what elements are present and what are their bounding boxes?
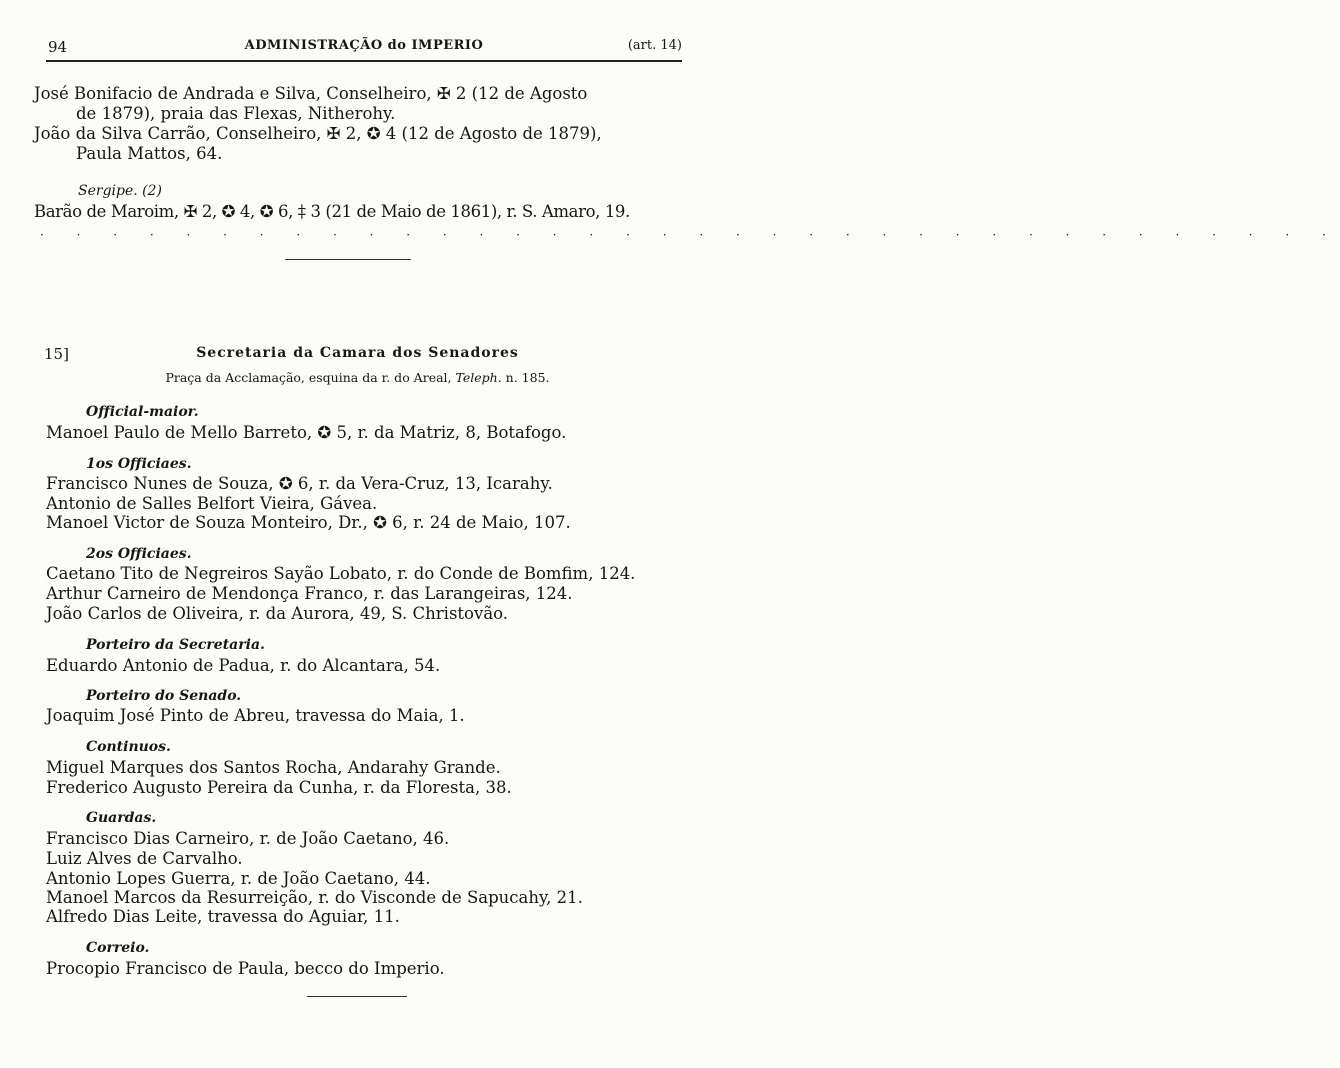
correio-heading: Correio.	[86, 940, 150, 956]
entry-jose-bonifacio: José Bonifacio de Andrada e Silva, Conselheiro, ✠ 2 (12 de Agosto	[34, 84, 588, 103]
continuos-heading: Continuos.	[86, 739, 171, 755]
sergipe-heading: Sergipe. (2)	[78, 183, 162, 199]
running-title: ADMINISTRAÇÃO do IMPERIO	[244, 38, 484, 53]
section-number: 15]	[44, 345, 69, 363]
entry-joao-carrao: João da Silva Carrão, Conselheiro, ✠ 2, ✪ 4 (12 de Agosto de 1879),	[34, 124, 602, 143]
list-item: Francisco Dias Carneiro, r. de João Caetano, 46.	[46, 829, 450, 848]
official-maior-heading: Official-maior.	[86, 404, 199, 420]
primeiros-officiaes-heading: 1os Officiaes.	[86, 456, 192, 472]
list-item: Miguel Marques dos Santos Rocha, Andarahy Grande.	[46, 758, 501, 777]
list-item: Procopio Francisco de Paula, becco do Imperio.	[46, 959, 445, 978]
address-text: Praça da Acclamação, esquina da r. do Areal,	[165, 370, 452, 385]
list-item: Manoel Victor de Souza Monteiro, Dr., ✪ 6, r. 24 de Maio, 107.	[46, 513, 571, 532]
telephone-number: n. 185.	[505, 370, 550, 385]
list-item: Manoel Paulo de Mello Barreto, ✪ 5, r. da Matriz, 8, Botafogo.	[46, 423, 567, 442]
list-item: Caetano Tito de Negreiros Sayão Lobato, r. do Conde de Bomfim, 124.	[46, 564, 636, 583]
entry-joao-carrao-cont: Paula Mattos, 64.	[76, 144, 223, 163]
dotted-leader: · · · · · · · · · · · · · · · · · · · · · · · · · · · · · · · · · · · ·	[40, 228, 1340, 242]
guardas-heading: Guardas.	[86, 810, 157, 826]
page-number: 94	[48, 38, 68, 56]
telephone-label: Teleph.	[455, 370, 502, 385]
end-divider	[307, 996, 407, 997]
section-divider	[285, 259, 411, 260]
porteiro-senado-heading: Porteiro do Senado.	[86, 688, 242, 704]
list-item: Antonio Lopes Guerra, r. de João Caetano, 44.	[46, 869, 431, 888]
list-item: Manoel Marcos da Resurreição, r. do Visconde de Sapucahy, 21.	[46, 888, 583, 907]
list-item: Luiz Alves de Carvalho.	[46, 849, 243, 868]
list-item: Frederico Augusto Pereira da Cunha, r. da Floresta, 38.	[46, 778, 512, 797]
list-item: Alfredo Dias Leite, travessa do Aguiar, 11.	[46, 907, 400, 926]
list-item: Joaquim José Pinto de Abreu, travessa do Maia, 1.	[46, 706, 465, 725]
list-item: Arthur Carneiro de Mendonça Franco, r. das Larangeiras, 124.	[46, 584, 573, 603]
porteiro-secretaria-heading: Porteiro da Secretaria.	[86, 637, 265, 653]
list-item: Antonio de Salles Belfort Vieira, Gávea.	[46, 494, 378, 513]
section-title: Secretaria da Camara dos Senadores	[196, 345, 519, 361]
list-item: João Carlos de Oliveira, r. da Aurora, 49, S. Christovão.	[46, 604, 509, 623]
entry-jose-bonifacio-cont: de 1879), praia das Flexas, Nitherohy.	[76, 104, 396, 123]
list-item: Francisco Nunes de Souza, ✪ 6, r. da Vera-Cruz, 13, Icarahy.	[46, 474, 553, 493]
list-item: Eduardo Antonio de Padua, r. do Alcantara, 54.	[46, 656, 441, 675]
page-header	[46, 36, 682, 62]
section-address	[0, 370, 715, 385]
article-reference: (art. 14)	[627, 38, 682, 53]
entry-barao-maroim: Barão de Maroim, ✠ 2, ✪ 4, ✪ 6, ‡ 3 (21 de Maio de 1861), r. S. Amaro, 19.	[34, 202, 630, 221]
segundos-officiaes-heading: 2os Officiaes.	[86, 546, 192, 562]
